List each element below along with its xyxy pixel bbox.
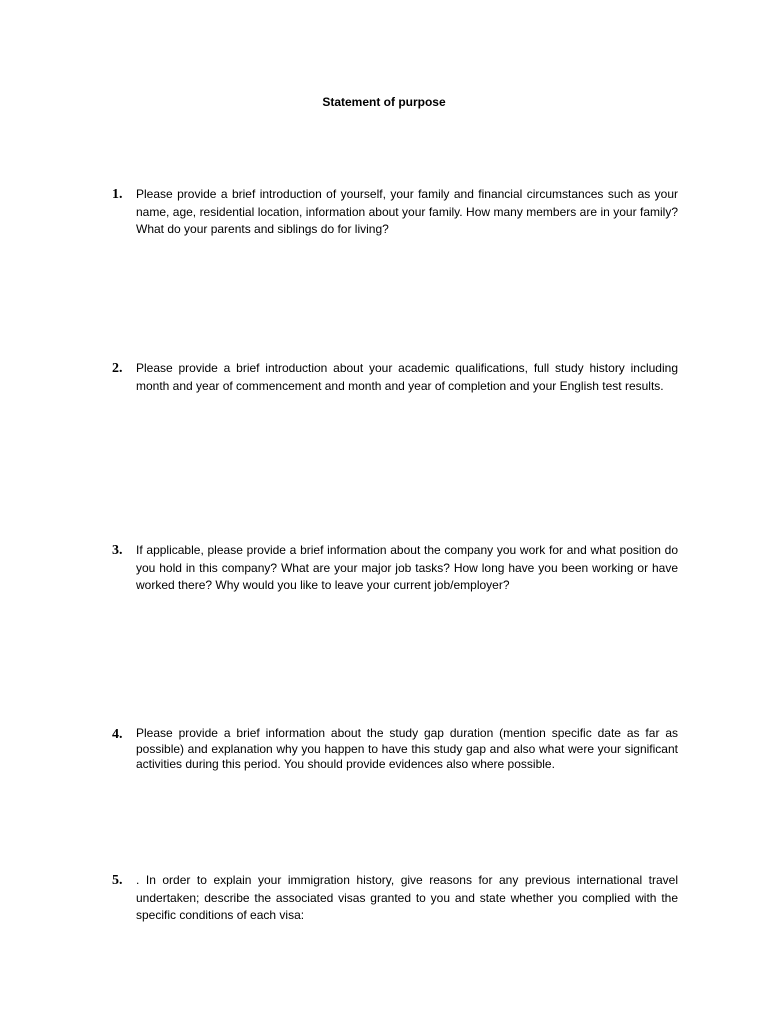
question-number: 2. [112,361,123,376]
question-number: 4. [112,727,123,742]
question-text: Please provide a brief information about the study gap duration (mention specific date as far as possible) and explanation why you happen to have this study gap and also what were your significant activities during this period. You should provide evidences also where possible. [136,726,678,771]
question-text: If applicable, please provide a brief information about the company you work for and what position do you hold in this company? What are your major job tasks? How long have you been working or have worked there? Why would you like to leave your current job/employer? [136,543,678,592]
question-number: 1. [112,187,123,202]
question-number: 3. [112,543,123,558]
question-text: . In order to explain your immigration history, give reasons for any previous international travel undertaken; describe the associated visas granted to you and state whether you complied with the specific conditions of each visa: [136,873,678,922]
document-title: Statement of purpose [322,95,446,109]
question-text: Please provide a brief introduction of yourself, your family and financial circumstances such as your name, age, residential location, information about your family. How many members are in your family? What do your parents and siblings do for living? [136,187,678,236]
question-text: Please provide a brief introduction about your academic qualifications, full study history including month and year of commencement and month and year of completion and your English test results. [136,361,678,393]
question-number: 5. [112,873,123,888]
